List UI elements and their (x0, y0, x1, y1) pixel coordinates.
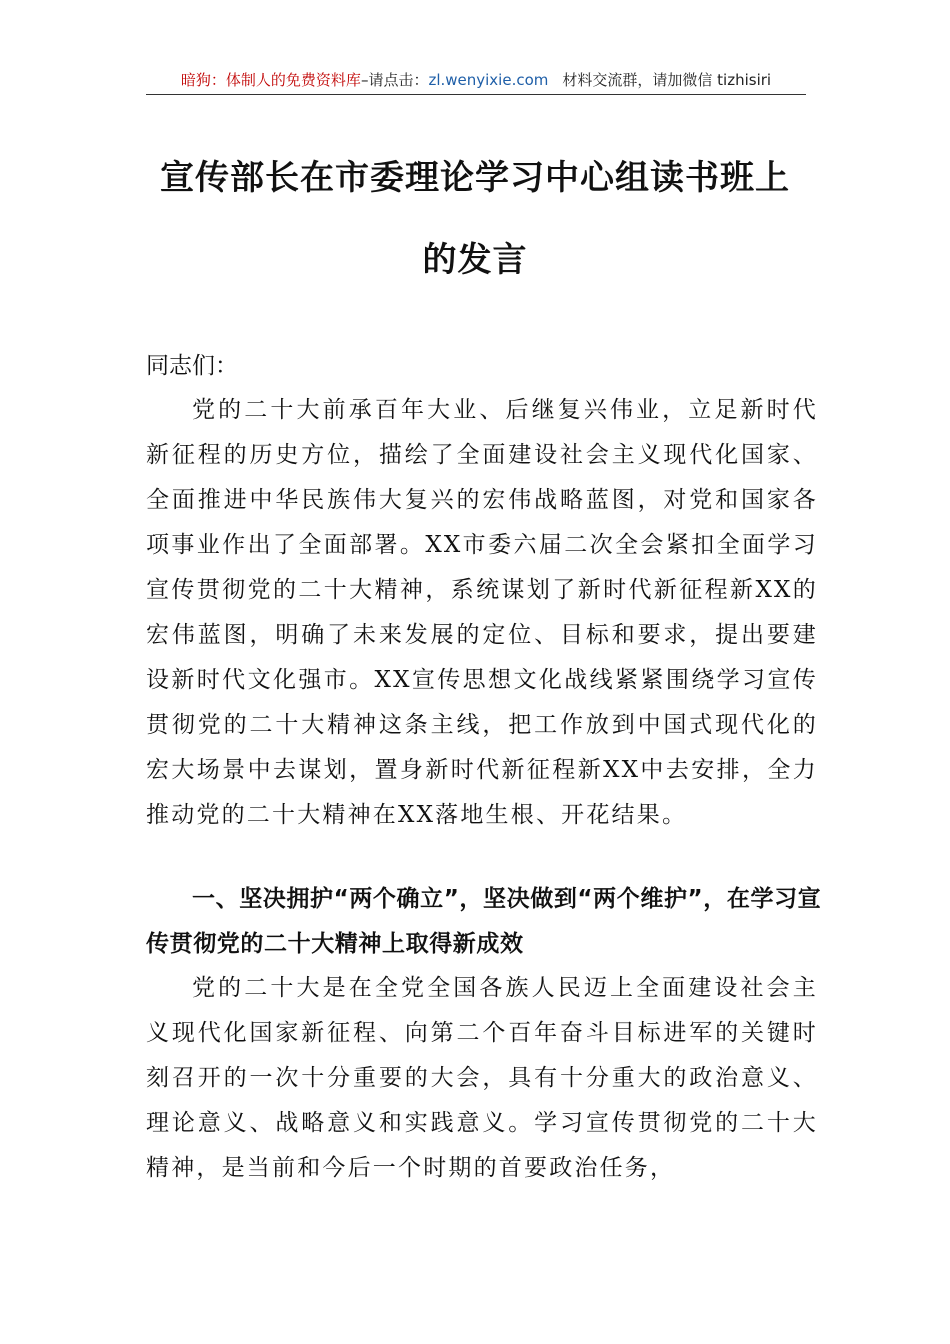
document-title-line2: 的发言 (422, 240, 528, 280)
paragraph-intro: 党的二十大前承百年大业、后继复兴伟业，立足新时代新征程的历史方位，描绘了全面建设社会主义现代化国家、全面推进中华民族伟大复兴的宏伟战略蓝图，对党和国家各项事业作出了全面部署。XX市委六届二次全会紧扣全面学习宣传贯彻党的二十大精神，系统谋划了新时代新征程新XX的宏伟蓝图，明确了未来发展的定位、目标和要求，提出要建设新时代文化强市。XX宣传思想文化战线紧紧围绕学习宣传贯彻党的二十大精神这条主线，把工作放到中国式现代化的宏大场景中去谋划，置身新时代新征程新XX中去安排，全力推动党的二十大精神在XX落地生根、开花结果。 (146, 397, 818, 828)
header-group-label: 材料交流群，请加微信 tizhisiri (562, 71, 772, 89)
header-click-label: –请点击： (360, 71, 429, 89)
page-header (146, 66, 806, 95)
section-heading-1: 一、坚决拥护“两个确立”，坚决做到“两个维护”，在学习宣传贯彻党的二十大精神上取得新成效 (146, 886, 822, 957)
paragraph-section-1: 党的二十大是在全党全国各族人民迈上全面建设社会主义现代化国家新征程、向第二个百年奋斗目标进军的关键时刻召开的一次十分重要的大会，具有十分重大的政治意义、理论意义、战略意义和实践意义。学习宣传贯彻党的二十大精神，是当前和今后一个时期的首要政治任务， (146, 975, 818, 1181)
header-url-link[interactable]: zl.wenyixie.com (428, 71, 549, 89)
document-title-line1: 宣传部长在市委理论学习中心组读书班上 (160, 158, 790, 198)
salutation: 同志们： (146, 353, 238, 379)
header-site-label: 暗狗：体制人的免费资料库 (180, 71, 361, 89)
